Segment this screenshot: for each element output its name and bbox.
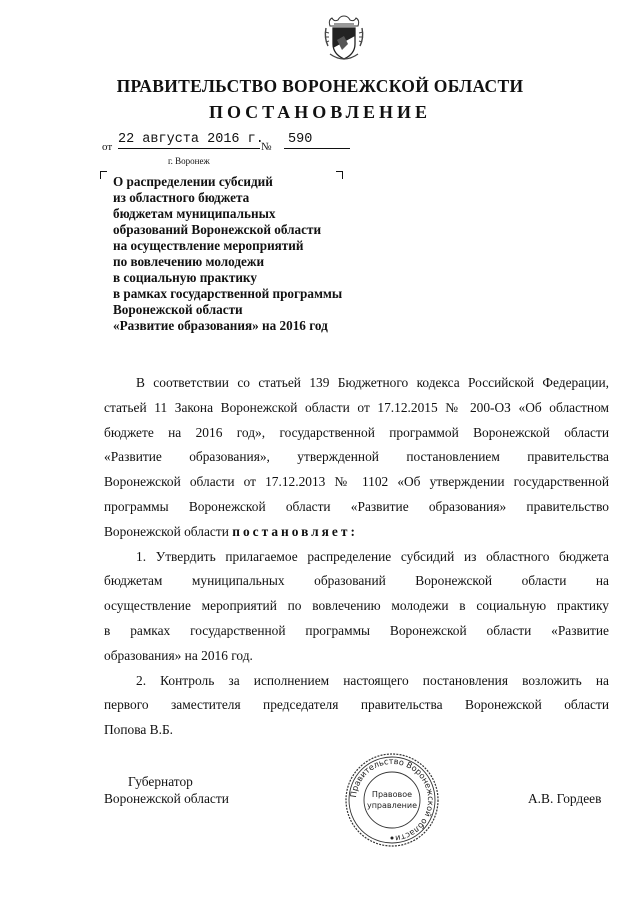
coat-of-arms-emblem (322, 14, 366, 64)
svg-text:Правительство Воронежской обла (348, 756, 436, 844)
preamble-line: статьей 11 Закона Воронежской области от 17.12.2015 № 200-ОЗ «Об областном (104, 399, 609, 415)
item-1-line: в рамках государственной программы Воронежской области «Развитие (104, 622, 609, 638)
preamble-line: программы Воронежской области «Развитие образования» правительство (104, 498, 609, 514)
signer-position-line2: Воронежской области (104, 791, 229, 806)
title-line: из областного бюджета (113, 190, 250, 205)
item-1-line: бюджетам муниципальных образований Воронежской области на (104, 573, 609, 589)
item-1-last-line: образования» на 2016 год. (104, 647, 253, 663)
preamble-line: бюджете на 2016 год», государственной программой Воронежской области (104, 424, 609, 440)
title-line: бюджетам муниципальных (113, 206, 276, 221)
date-prefix: от (102, 141, 113, 153)
item-1-line: 1. Утвердить прилагаемое распределение субсидий из областного бюджета (136, 548, 609, 564)
signer-position (104, 773, 229, 807)
stamp-center-line2: управление (366, 801, 418, 810)
item-1-line: осуществление мероприятий по вовлечению молодежи в социальную практику (104, 598, 609, 614)
official-stamp (344, 752, 440, 848)
signer-position-line1: Губернатор (128, 774, 193, 789)
item-2-line: первого заместителя председателя правительства Воронежской области (104, 697, 609, 713)
item-2-line: 2. Контроль за исполнением настоящего постановления возложить на (136, 672, 609, 688)
title-bracket-left (100, 171, 107, 179)
preamble-last-text: Воронежской области (104, 523, 229, 539)
title-line: «Развитие образования» на 2016 год (113, 318, 328, 333)
item-2-last-line: Попова В.Б. (104, 722, 173, 738)
document-date: 22 августа 2016 г. (118, 132, 264, 147)
decrees-word: постановляет: (232, 523, 358, 539)
city-label: г. Воронеж (168, 156, 210, 166)
preamble-last-line (104, 520, 609, 545)
title-line: образований Воронежской области (113, 222, 322, 237)
document-type: ПОСТАНОВЛЕНИЕ (208, 102, 432, 122)
preamble-line: Воронежской области от 17.12.2013 № 1102 «Об утверждении государственной (104, 474, 609, 490)
document-body (104, 371, 609, 743)
title-line: О распределении субсидий (113, 174, 273, 189)
title-line: на осуществление мероприятий (113, 238, 304, 253)
preamble-line: В соответствии со статьей 139 Бюджетного кодекса Российской Федерации, (136, 375, 609, 390)
government-name: ПРАВИТЕЛЬСТВО ВОРОНЕЖСКОЙ ОБЛАСТИ (116, 76, 524, 96)
preamble-line: «Развитие образования», утвержденной постановлением правительства (104, 449, 609, 465)
document-number: 590 (284, 132, 350, 149)
title-line: в рамках государственной программы (113, 286, 343, 301)
signer-name: А.В. Гордеев (528, 791, 602, 806)
title-line: Воронежской области (113, 302, 243, 317)
stamp-ring-text: Правительство Воронежской области (348, 755, 437, 844)
stamp-center-line1: Правовое (371, 790, 413, 799)
document-title (113, 174, 413, 334)
title-line: в социальную практику (113, 270, 257, 285)
title-line: по вовлечению молодежи (113, 254, 265, 269)
number-label: № (261, 141, 272, 153)
